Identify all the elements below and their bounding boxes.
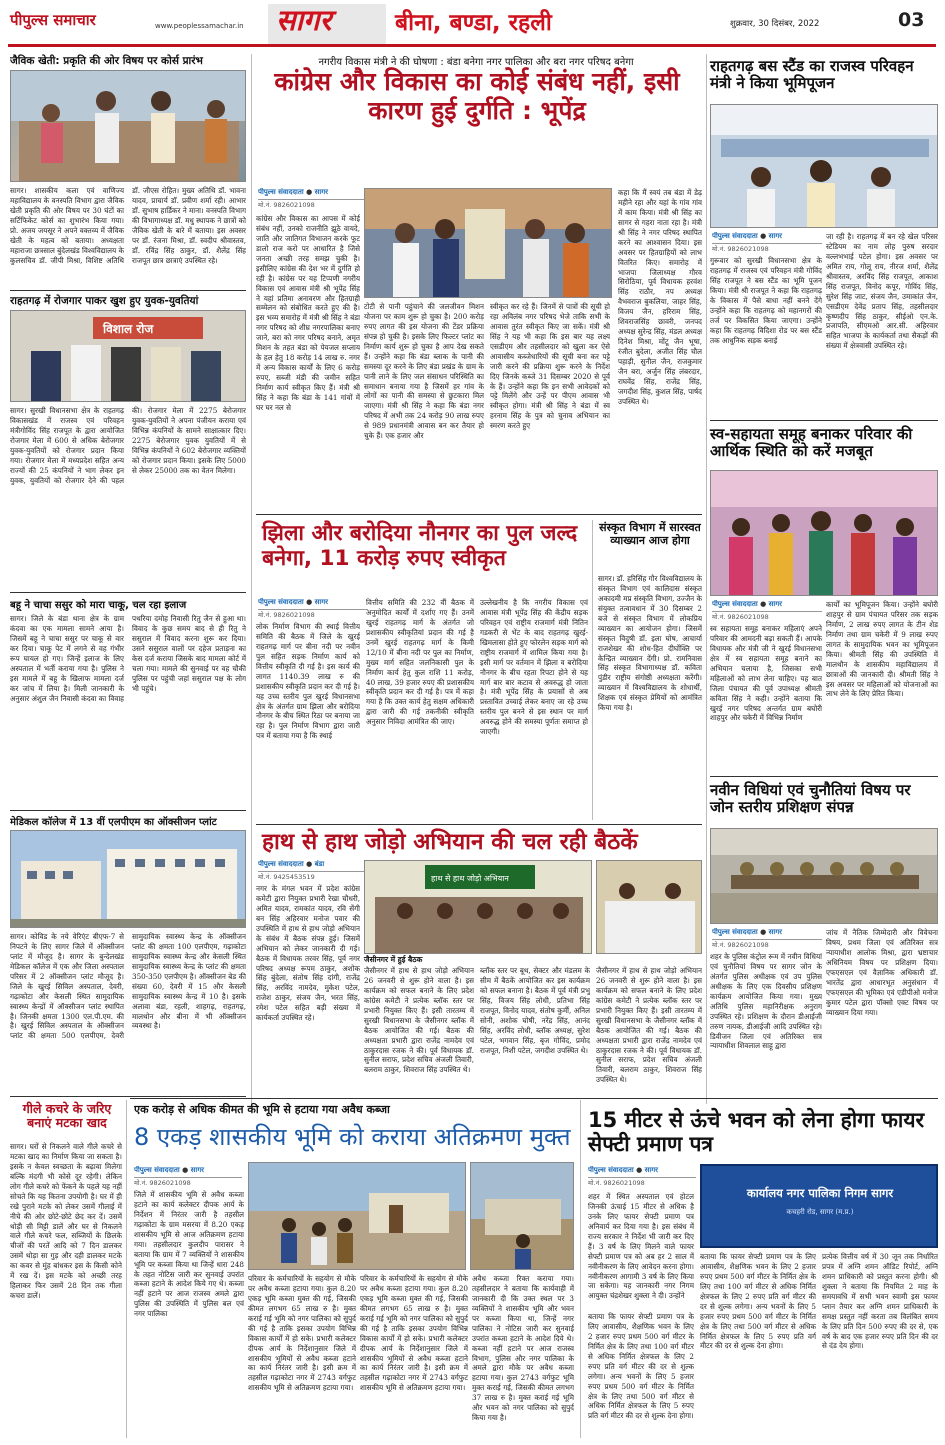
a8-headline: स्व-सहायता समूह बनाकर परिवार की आर्थिक स्थिति को करें मजबूत <box>710 425 913 461</box>
photo-illustration <box>471 1163 574 1270</box>
column-divider <box>580 1100 581 1438</box>
a14-byline: पीपुल्स संवाददाता ● सागर <box>588 1166 696 1178</box>
a12-col1: शहर के पुलिस कंट्रोल रूम में नवीन विधियां एवं चुनौतियां विषय पर सागर जोन के अंतर्गत पुलिस अधीक्षक एवं उप पुलिस अधीक्षक के लिए एक दिवसीय प्रशिक्षण कार्यक्रम आयोजित किया गया। मुख्य अतिथि पुलिस महानिरीक्षक अनुराग उपस्थित रहे। प्रशिक्षण के दौरान डीआईजी तरुण नायक, डीआईजी आदि उपस्थित रहे। डिवीजन जिला एवं अतिरिक्त सत्र न्यायाधीश शिवलाल साहू द्वारा <box>710 952 822 1051</box>
a11-photo-2 <box>596 860 702 954</box>
a11-col1: नगर के मंगल भवन में प्रदेश कांग्रेस कमेटी द्वारा नियुक्त प्रभारी रेखा चौधरी, अमित यादव, रामकांत यादव, रवि सेंगी बन सिंह अहिरवार मनोज पवार की उपस्थिति में हाथ से हाथ जोड़ो अभियान के संबंध में बैठक संपन्न हुई। जिसमें अभियान को लेकर जानकारी दी गई। बैठक में विधायक तरवर सिंह, पूर्व नगर परिषद अध्यक्ष रूपम ठाकुर, अशोक सिंह बुंदेला, संतोष सिंह दांगी, राजेंद्र सिंह, अरविंद नामदेव, मुकेश पटेल, राजेश ठाकुर, संजय जैन, भरत सिंह, रमेश पटेल सहित बड़ी संख्या में कार्यकर्ता उपस्थित रहे। <box>256 884 360 1023</box>
column-divider <box>592 520 593 820</box>
rule <box>256 824 702 825</box>
a2-banner: विशाल रोज <box>103 322 154 336</box>
photo-illustration <box>711 829 938 924</box>
a4-headline: मेडिकल कॉलेज में 13 वीं एलपीएम का ऑक्सीजन प्लांट <box>10 817 217 828</box>
paper-logo: पीपुल्स समाचार <box>10 11 96 29</box>
photo-illustration <box>11 71 246 182</box>
a9-headline: झिला और बरोदिया नौनगर का पुल जल्द बनेगा, 11 करोड़ रुपए स्वीकृत <box>262 521 578 571</box>
a6-kicker: नगरीय विकास मंत्री ने की घोषणा : बंडा बनेगा नगर पालिका और बरा नगर परिषद बनेगा <box>318 57 634 68</box>
photo-illustration <box>11 831 246 928</box>
a6-col4: कहा कि मैं स्वयं तब बंडा में डेढ़ महीने रहा और यहां के गांव गांव में काम किया। मंत्री श्री सिंह का सागर से गहरा नाता रहा है। मंत्री श्री सिंह ने नगर परिषद स्थापित करने का आश्वासन दिया। इस अवसर पर हितग्राहियों को लाभ वितरित किए। समारोह में भाजपा जिलाध्यक्ष गौरव सिरोठिया, पूर्व विधायक हरवंश सिंह राठौर, नप अध्यक्ष वैभवराज बुकलिया, जाहर सिंह, विजय जैन, हरिराम सिंह, शिवराजसिंह छावरी, जनपद अध्यक्ष सुरेन्द्र सिंह, मंडल अध्यक्ष दिनेश मिश्रा, मोंटू जैन भूषा, रंजीत बुदेला, अजीत सिंह चौल पहाड़ी, सुनील जैन, राजकुमार जैन बरा, अर्जुन सिंह लंबरदार, राघवेंद्र सिंह, राजेंद्र सिंह, जगदीश सिंह, कुशल सिंह, पार्षद उपस्थित थे। <box>618 188 702 406</box>
a4-photo <box>10 830 246 928</box>
a7-headline: राहतगढ़ बस स्टैंड का राजस्व परिवहन मंत्री ने किया भूमिपूजन <box>710 57 914 93</box>
photo-illustration <box>365 861 592 954</box>
a11-mobile: मो.नं. 9425453519 <box>258 873 315 881</box>
a11-col2: जैसीनगर में हाथ से हाथ जोड़ो अभियान 26 जनवरी से शुरू होने वाला है। इस कार्यक्रम को सफल बनाने के लिए प्रदेश कांग्रेस कमेटी ने प्रत्येक ब्लॉक स्तर पर प्रभारी नियुक्त किए हैं। इसी तारतम्य में सुरखी विधानसभा के जैसीनगर ब्लॉक में बैठक आयोजित की गई। बैठक की अध्यक्षता प्रभारी द्वारा राजेंद्र नामदेव एवं ठाकुरदास रजक ने की। पूर्व विधायक डॉ. सुनील सराफ, प्रदेश सचिव अंजली तिवारी, बलराम ठाकुर, शिवराज सिंह उपस्थित थे। <box>364 966 474 1075</box>
a11-col4: जैसीनगर में हाथ से हाथ जोड़ो अभियान 26 जनवरी से शुरू होने वाला है। इस कार्यक्रम को सफल बनाने के लिए प्रदेश कांग्रेस कमेटी ने प्रत्येक ब्लॉक स्तर पर प्रभारी नियुक्त किए हैं। इसी तारतम्य में सुरखी विधानसभा के जैसीनगर ब्लॉक में बैठक आयोजित की गई। बैठक की अध्यक्षता प्रभारी द्वारा राजेंद्र नामदेव एवं ठाकुरदास रजक ने की। पूर्व विधायक डॉ. सुनील सराफ, प्रदेश सचिव अंजली तिवारी, बलराम ठाकुर, शिवराज सिंह उपस्थित थे। <box>596 966 702 1085</box>
a6-photo <box>364 188 612 298</box>
masthead-rule <box>8 44 936 47</box>
a13-col2: परिवार के कर्मचारियों के सहयोग से मौके पर अवैध कब्जा हटाया गया। कुल 8.20 एकड़ भूमि कब्जा मुक्त की गई, जिसकी कीमत लगभग 65 लाख रु है। मुक्त कराई गई भूमि को नगर पालिका को सुपुर्द की गई है ताकि इसका उपयोग विभिन्न विकास कार्यों में हो सके। प्रभारी कलेक्टर दीपक आर्य के निर्देशानुसार जिले में शासकीय भूमियों से अवैध कब्जा हटाने का कार्य निरंतर जारी है। इसी क्रम में तहसील गढ़ाकोटा नगर में 2743 वर्गफुट शासकीय भूमि से अतिक्रमण हटाया गया। <box>248 1274 356 1393</box>
a14-col2: प्रत्येक वित्तीय वर्ष में 30 जून तक निर्धारित प्रपत्र में अग्नि शमन ऑडिट रिपोर्ट, अग्नि शमन प्राधिकारी को प्रस्तुत करना होगी। श्री शुक्ला ने बताया कि नियमित 2 माह के समयावधि में सभी भवन स्वामी इस फायर प्लान तैयार कर अग्नि शमन प्राधिकारी के समक्ष प्रस्तुत नहीं करता तब विलंबित समय के लिए प्रति दिन 500 रुपए की दर से, एक वर्ष के बाद एक हजार रुपए प्रति दिन की दर से दंड देय होगा। <box>822 1252 938 1351</box>
a8-mobile: मो.नं. 9826021098 <box>712 613 769 621</box>
edition-subtitle: बीना, बण्डा, रहली <box>395 10 552 36</box>
a13-col3: परिवार के कर्मचारियों के सहयोग से मौके पर अवैध कब्जा हटाया गया। कुल 8.20 एकड़ भूमि कब्जा मुक्त की गई, जिसकी कीमत लगभग 65 लाख रु है। मुक्त कराई गई भूमि को नगर पालिका को सुपुर्द की गई है ताकि इसका उपयोग विभिन्न विकास कार्यों में हो सके। प्रभारी कलेक्टर दीपक आर्य के निर्देशानुसार जिले में शासकीय भूमियों से अवैध कब्जा हटाने का कार्य निरंतर जारी है। इसी क्रम में तहसील गढ़ाकोटा नगर में 2743 वर्गफुट शासकीय भूमि से अतिक्रमण हटाया गया। <box>360 1274 468 1393</box>
a6-col3: स्वीकृत कर रहे हैं। जिनमें से पात्रों की सूची हो रहा अविलंब नगर परिषद भेजे ताकि सभी के आवास तुरंत स्वीकृत किए जा सकें। मंत्री श्री सिंह ने यह भी कहा कि इस बार यह लक्ष्य एसडीएम और तहसीलदार को खुला कर ऐसे आवासीय कब्जेधारियों की सूची बना कर पट्टे जारी करने की प्रक्रिया शुरू करने के निर्देश दिए जिनके कब्जे 31 दिसम्बर 2020 से पूर्व के हैं। उन्होंने कहा कि इन सभी आवेदकों को पट्टे मिलेंगे और उन्हें पर पीएम आवास भी स्वीकृत होगा। मंत्री श्री सिंह ने बंडा में स्व हरनाम सिंह के पुत्र को चुनाव अभियान का स्मरण करते हुए <box>490 302 610 431</box>
photo-illustration <box>597 861 702 954</box>
a6-col2: टोटी से पानी पहुंचाने की जलजीवन मिशन योजना पर काम शुरू हो चुका है। 200 करोड़ रुपए लागत की इस योजना की टेंडर प्रक्रिया संपन्न हो चुकी है। इसके लिए फिल्टर प्लांट का निर्माण कार्य शुरू हो चुका है आप देख सकते हैं। उन्होंने कहा कि बंडा ब्लाक के पानी की समस्या दूर करने के लिए बंडा प्रखंड के ग्राम के पानी लाने के लिए जल संसाधन परिस्थिति का समाधान बनाया गया है जिसमें हर गांव के लोगों का पानी की समस्या से छुटकारा मिल जाएगा। मंत्री श्री सिंह ने कहा कि बंडा नगर परिषद में अभी तक 24 करोड़ 90 लाख रुपए से 989 प्रधानमंत्री आवास बन कर तैयार हो चुके हैं। एक हजार और <box>364 302 484 441</box>
a12-col2: जांच में नैतिक जिम्मेदारी और विवेचना विषय, प्रथम जिला एवं अतिरिक्त सत्र न्यायाधीश आलोक मिश्रा, द्वारा भ्रष्टाचार अधिनियम विषय पर प्रशिक्षण दिया। एफएसएल एवं वैज्ञानिक अधिकारी डॉ. भारतेंद्र द्वारा आधारभूत अनुसंधान में एफएसएल की भूमिका एवं एडीपीओ मनोज कुमार पटेल द्वारा पॉक्सो एक्ट विषय पर व्याख्यान दिया गया। <box>826 928 938 1017</box>
a9-mobile: मो.नं. 9826021098 <box>258 611 315 619</box>
a12-headline: नवीन विधियां एवं चुनौतियां विषय पर जोन स्तरीय प्रशिक्षण संपन्न <box>710 781 911 817</box>
photo-illustration <box>365 189 612 298</box>
a5-headline: गीले कचरे के जरिए बनाएं मटका खाद <box>22 1101 112 1131</box>
page-number: 03 <box>898 9 925 31</box>
photo-illustration <box>711 105 938 228</box>
a9-col2: वित्तीय समिति की 232 वीं बैठक में अनुमोदित कार्यों में दर्शाए गए हैं। उनमें खुरई राहतगढ़ मार्ग के अंतर्गत जो प्रशासकीय स्वीकृतियां प्रदान की गई है उनमें खुरई राहतगढ़ मार्ग के किमी 12/10 में बीना नदी पर पुल का निर्माण, मुख्य मार्ग सहित जलनिकासी पुल के निर्माण कार्य हेतु कुल राशि 11 करोड़, 40 लाख, 39 हजार रुपए की प्रशासकीय स्वीकृति प्रदान कर दी गई है। पत्र में कहा गया है कि उक्त कार्य हेतु सक्षम अधिकारी द्वारा जारी की गई तकनीकी स्वीकृति अनुसार निविदा आमंत्रित की जाए। <box>366 598 474 727</box>
a13-col1: जिले में शासकीय भूमि से अवैध कब्जा हटाने का कार्य कलेक्टर दीपक आर्य के निर्देशन में निरंतर जारी है तहसील गढ़ाकोटा के ग्राम मसरया में 8.20 एकड़ शासकीय भूमि से आज अतिक्रमण हटाया गया। तहसीलदार कुलदीप पारासर ने बताया कि ग्राम में 7 व्यक्तियों ने शासकीय भूमि पर कब्जा किया था जिन्हें धारा 248 के तहत नोटिस जारी कर सुनवाई उपरांत कब्जा हटाने के आदेश किये गए थे। कब्जा नहीं हटाने पर आज राजस्व अमले द्वारा पुलिस की उपस्थिति में पुलिस बल एवं नगर पालिका <box>134 1190 244 1319</box>
column-divider <box>126 1100 127 1438</box>
column-divider <box>251 54 252 1104</box>
a13-col4: अवैध कब्जा रिक्त कराया गया। तहसीलदार ने बताया कि कार्यवाही में जानकारी दी कि उक्त स्थल पर 3 व्यक्तियों ने शासकीय भूमि और भवन पर कब्जा किया था, जिन्हें नगर पालिका ने नोटिस जारी कर सुनवाई उपरांत कब्जा हटाने के आदेश दिये थे। कब्जा नहीं हटाने पर आज राजस्व विभाग, पुलिस और नगर पालिका के अमले द्वारा मौके पर अवैध कब्जा हटाया गया। कुल 2743 वर्गफुट भूमि मुक्त कराई गई, जिसकी कीमत लगभग 37 लाख रु है। मुक्त कराई गई भूमि और भवन को नगर पालिका को सुपुर्द किया गया है। <box>472 1274 574 1423</box>
a9-byline: पीपुल्स संवाददाता ● सागर <box>258 598 368 610</box>
a1-headline: जैविक खेती: प्रकृति की ओर विषय पर कोर्स प्रारंभ <box>10 55 203 67</box>
a1-photo <box>10 70 246 182</box>
a6-mobile: मो.नं. 9826021098 <box>258 201 315 209</box>
a9-col3: उल्लेखनीय है कि नगरीय विकास एवं आवास मंत्री भूपेंद्र सिंह की केंद्रीय सड़क परिवहन एवं राष्ट्रीय राजमार्ग मंत्री नितिन गडकरी से भेंट के बाद राहतगढ़ खुरई-खिमलासा होते हुए फोरलेन सड़क मार्ग को राष्ट्रीय राजमार्ग में शामिल किया गया है। इसी मार्ग पर वर्तमान में झिला व बरोदिया नौनगर के बीच रहता रिपटा होने से यह मार्ग बार बार कटाव से अवरुद्ध हो जाता है। मंत्री भूपेंद्र सिंह के प्रयासों से अब प्रस्तावित उच्चाई लेकर बनाए जा रहे उच्च स्तरीय पुल बनने से इस स्थान पर मार्ग अवरुद्ध होने की समस्या पूर्णतः समाप्त हो जाएगी। <box>480 598 588 737</box>
a14-sign-sub: कचहरी रोड, सागर (म.प्र.) <box>786 1208 854 1216</box>
rule <box>130 1098 938 1099</box>
a11-photo <box>364 860 592 954</box>
a14-headline: 15 मीटर से ऊंचे भवन को लेना होगा फायर सेफ्टी प्रमाण पत्र <box>588 1108 925 1157</box>
a14-sign-text: कार्यालय नगर पालिका निगम सागर <box>746 1186 894 1200</box>
a12-byline: पीपुल्स संवाददाता ● सागर <box>712 928 822 940</box>
a13-headline: 8 एकड़ शासकीय भूमि को कराया अतिक्रमण मुक्त <box>134 1123 571 1151</box>
a4-body: सागर। कोविड के नये वेरिएंट बीएफ-7 से निपटने के लिए सागर जिले में ऑक्सीजन प्लांट में मौजूद है। सागर के बुन्देलखंड मेडिकल कॉलेज में एक और जिला अस्पताल परिसर में 2 ऑक्सीजन प्लांट मौजूद है। जिले के खुरई सिविल अस्पताल, देवरी, गढ़ाकोटा और केसली स्थित सामुदायिक स्वास्थ्य केन्द्रों में ऑक्सीजन प्लांट स्थापित है। जिनकी क्षमता 1300 एल.पी.एम. की है। खुरई सिविल अस्पताल के ऑक्सीजन प्लांट की क्षमता 500 एलपीएम, देवरी सामुदायिक स्वास्थ्य केन्द्र के ऑक्सीजन प्लांट की क्षमता 100 एलपीएम, गढ़ाकोटा सामुदायिक स्वास्थ्य केन्द्र और केसली स्थित सामुदायिक स्वास्थ्य केन्द्र के प्लांट की क्षमता 350-350 एलपीएम है। ऑक्सीजन बेड की संख्या 60, देवरी में 15 और केसली सामुदायिक स्वास्थ्य केन्द्र में 10 है। इसके अलावा बंडा, रहली, शाहगढ़, राहतगढ़, मालथोन और बीना में भी ऑक्सीजन व्यवस्था है। <box>10 932 246 1041</box>
a11-banner: हाथ से हाथ जोड़ो अभियान <box>431 874 509 883</box>
a12-photo <box>710 828 938 924</box>
a14-mobile: मो.नं. 9826021098 <box>588 1179 645 1187</box>
a11-col3: ब्लॉक स्तर पर बूथ, सेक्टर और मंडलम के सीम में बैठकें आयोजित कर इस कार्यक्रम को सफल बनाना है। बैठक में पूर्व मंत्री प्रभु सिंह, विजय सिंह लोधी, प्रतिभा सिंह राजपूत, विनोद यादव, संतोष कुर्मी, अनिल सोनी, अशोक घोषी, नरेंद्र सिंह, आनंद सिंह, अरविंद लोधी, ब्लॉक अध्यक्ष, सुरेश पटेल, भगवान सिंह, बृज गोविंद, प्रमोद राजपूत, निशी पटेल, जगदीश उपस्थित थे। <box>480 966 590 1055</box>
a13-mobile: मो.नं. 9826021098 <box>134 1179 191 1187</box>
issue-date: शुक्रवार, 30 दिसंबर, 2022 <box>730 19 820 29</box>
a8-col2: कार्यों का भूमिपूजन किया। उन्होंने बघोरी शाहपुर से ग्राम पंचायत परिसर तक सड़क निर्माण, 2 लाख रुपए लागत के टीन शेड निर्माण तथा ग्राम चकेरी में 9 लाख रुपए लागत के सामुदायिक भवन का भूमिपूजन किया। श्रीमती सिंह की उपस्थिति में मालथौन के शासकीय महाविद्यालय में छात्राओं की जानकारी दी। श्रीमती सिंह ने इस अवसर पर महिलाओं को योजनाओं का लाभ लेने के लिए प्रेरित किया। <box>826 600 938 699</box>
a7-col2: जा रही है। राहतगढ़ में बन रहे खेल परिसर स्टेडियम का नाम लोह पुरुष सरदार वल्लभभाई पटेल होगा। इस अवसर पर अमित राय, गोलू राय, नीरज शर्मा, शैलेंद्र श्रीवास्तव, अरविंद सिंह राजपूत, आकाश सिंह राजपूत, विनोद कपूर, गोविंद सिंह, सुरेश सिंह जाट, संजय जैन, उमाकांत जैन, एसडीएम देवेंद्र प्रताप सिंह, तहसीलदार कृष्णदीप सिंह ठाकुर, सीईओ एन.के. प्रजापति, सीएमओ आर.सी. अहिरवार सहित भाजपा के कार्यकर्ता तथा सैकड़ों की संख्या में क्षेत्रवासी उपस्थित रहे। <box>826 232 938 351</box>
a7-byline: पीपुल्स संवाददाता ● सागर <box>712 232 822 244</box>
a7-photo <box>710 104 938 228</box>
photo-illustration <box>711 471 938 596</box>
a8-col1: स्व सहायता समूह बनाकर महिलाएं अपने परिवार की आमदनी बढ़ा सकती हैं। आपके विधायक और मंत्री जी ने खुरई विधानसभा क्षेत्र में स्व सहायता समूह बनाने का अभियान चलाया है, जिसका सभी महिलाओं को लाभ लेना चाहिए। यह बात जिला पंचायत की पूर्व उपाध्यक्ष श्रीमती कविता सिंह ने कही। उन्होंने बताया कि खुरई नगर परिषद अन्तर्गत ग्राम बघोरी शाहपुर और चकेरी में विभिन्न निर्माण <box>710 624 822 723</box>
a2-photo <box>10 310 246 402</box>
a8-byline: पीपुल्स संवाददाता ● सागर <box>712 600 822 612</box>
rule <box>10 592 246 593</box>
a1-body: सागर। शासकीय कला एवं वाणिज्य महाविद्यालय के वनस्पति विभाग द्वारा जैविक खेती प्रकृति की ओर विषय पर 30 घंटों का सर्टिफिकेट कोर्स का शुभारंभ किया गया। प्रो. अजय जयसूर ने अपने वक्तव्य में जैविक खेती के महत्व को बताया। अध्यक्षता महाराजा छत्रसाल बुंदेलखंड विश्वविद्यालय के कुलसचिव डॉ. जीपी मिश्रा, विशिष्ट अतिथि डॉ. जीएस रोहित। मुख्य अतिथि डॉ. भावना यादव, प्राचार्य डॉ. प्रवीण शर्मा रही। आभार डॉ. सुभाष हार्डिकर ने माना। वनस्पति विभाग की विभागाध्यक्ष डॉ. मधु स्थापक ने छात्रों को जैविक खेती के बारे में बताया। इस अवसर पर डॉ. रंजना मिश्रा, डॉ. स्वदीप श्रीवास्तव, डॉ. रविंद्र सिंह ठाकुर, डॉ. शैलेंद्र सिंह राजपूत छात्र छात्राएं उपस्थित रहे। <box>10 186 246 265</box>
a13-photo-2 <box>470 1162 574 1270</box>
a8-photo <box>710 470 938 596</box>
a10-body: सागर। डॉ. हरिसिंह गौर विश्वविद्यालय के संस्कृत विभाग एवं कालिदास संस्कृत अकादमी मप्र संस्कृति विभाग, उज्जैन के संयुक्त तत्वावधान में 30 दिसम्बर 2 बजे से संस्कृत विभाग में लोकप्रिय व्याख्यान का आयोजन होगा। जिसमें संस्कृत विदुषी डॉ. इला घोष, आचार्या राजशेखर की शोध-हित दीर्घोक्ति पर केन्द्रित व्याख्यान देंगी। प्रो. रामनिवास सिंह संस्कृत विभागाध्यक्ष डॉ. कविता पुंडीर राष्ट्रीय संगोष्ठी अध्यक्षता करेंगी। व्याख्यान में विश्वविद्यालय के शोधार्थी, शिक्षक एवं संस्कृत प्रेमियों को आमंत्रित किया गया है। <box>598 574 702 713</box>
a10-headline: संस्कृत विभाग में सारस्वत व्याख्यान आज होगा <box>599 521 701 547</box>
a14-intro: शहर में स्थित अस्पताल एवं होटल जिनकी ऊंचाई 15 मीटर से अधिक है उनके लिए फायर सेफ्टी प्रमाण पत्र अनिवार्य कर दिया गया है। इस संबंध में राज्य सरकार ने निर्देश भी जारी कर दिए हैं। 3 वर्ष के लिए मिलने वाले फायर सेफ्टी प्रमाण पत्र को अब हर 2 साल में नवीनीकरण के लिए आवेदन करना होगा। नवीनीकरण आगामी 3 वर्ष के लिए किया जा सकेगा। यह जानकारी नगर निगम आयुक्त चंद्रशेखर शुक्ला ने दी। उन्होंने <box>588 1192 694 1301</box>
masthead <box>0 0 945 48</box>
rule <box>710 420 938 421</box>
a7-mobile: मो.नं. 9826021098 <box>712 245 769 253</box>
a14-col0: बताया कि फायर सेफ्टी प्रमाण पत्र के लिए आवासीय, शैक्षणिक भवन के लिए 2 हजार रुपए प्रथम 500 वर्ग मीटर के निर्मित क्षेत्र के लिए तथा 100 वर्ग मीटर से अधिक निर्मित क्षेत्रफल के लिए 2 रुपए प्रति वर्ग मीटर की दर से शुल्क लगेगा। अन्य भवनों के लिए 5 हजार रुपए प्रथम 500 वर्ग मीटर के निर्मित क्षेत्र के लिए तथा 500 वर्ग मीटर से अधिक निर्मित क्षेत्रफल के लिए 5 रुपए प्रति वर्ग मीटर की दर से शुल्क देना होगा। <box>588 1312 694 1421</box>
photo-illustration <box>249 1163 466 1270</box>
rule <box>10 810 246 811</box>
a13-photo <box>248 1162 466 1270</box>
a6-byline: पीपुल्स संवाददाता ● सागर <box>258 188 368 200</box>
a2-body: सागर। सुरखी विधानसभा क्षेत्र के राहतगढ़ विकासखंड में राजस्व एवं परिवहन मंत्रीगोविंद सिंह राजपूत के द्वारा आयोजित रोजगार मेला में 600 से अधिक बेरोजगार युवक-युवतियों को रोजगार प्रदान किया गया। रोजगार मेला में मध्यप्रदेश सहित अन्य राज्यों की 25 कंपनियों ने भाग लेकर इन युवक, युवतियों को रोजगार देने की पहल की। रोजगार मेला में 2275 बेरोजगार युवक-युवतियों ने अपना पंजीयन कराया एवं विभिन्न कंपनियों के सामने साक्षात्कार दिए। 2275 बेरोजगार युवक युवतियों में से विभिन्न कंपनियों ने 602 बेरोजगार व्यक्तियों को रोजगार प्रदान किया। इसके लिए 5000 से लेकर 25000 तक का वेतन मिलेगा। <box>10 406 246 485</box>
a3-body: सागर। जिले के बंडा थाना क्षेत्र के ग्राम कंदवा का एक मामला सामने आया है। जिसमें बहू ने चाचा ससुर पर चाकू से वार कर दिया। चाकू पेट में लगने से वह गंभीर रूप घायल हो गए। जिन्हें इलाज के लिए अस्पताल में भर्ती कराया गया है। पुलिस ने इस मामले में बहू के खिलाफ मामला दर्ज कर जांच में लिया है। मिली जानकारी के अनुसार अंशुल जैन निवासी कंदवा का विवाह पथरिया दमोह निवासी रितु जैन से हुआ था। विवाद के कुछ समय बाद से ही रितु ने ससुराल में विवाद करना शुरू कर दिया। उसने ससुराल वालों पर दहेज प्रताड़ना का केस दर्ज कराया जिसके बाद मामला कोर्ट में चला गया। मामले की सुनवाई पर वह चौकी पुलिस पर पहुंची जहां ससुराल पक्ष के लोग भी पहुंचे। <box>10 614 246 703</box>
a12-mobile: मो.नं. 9826021098 <box>712 941 769 949</box>
city-name: सागर <box>276 3 332 37</box>
a6-col1: कांग्रेस और विकास का आपस में कोई संबंध नहीं, उनको राजनीति झूठे वायदे, जाति और जातिगत विभाजन करके फूट डालो राज करो पर आधारित है जिसे जनता अच्छी तरह समझ चुकी है। इसीलिए कांग्रेस की देश भर में दुर्गति हो रही है। कांग्रेस पर यह टिप्पणी नगरीय विकास एवं आवास मंत्री श्री भूपेंद्र सिंह ने यहां प्रतिमा अनावरण और हितग्राही सम्मेलन को संबोधित करते हुए की है। इस भव्य समारोह में मंत्री श्री सिंह ने बंडा नगर परिषद को शीघ्र नगरपालिका बनाए जाने, बरा को नगर परिषद बनाने, अमृत मिशन के तहत बंडा को पेयजल सप्लाय के हल हेतु 18 करोड़ 14 लाख रु. नगर में अन्य विकास कार्यों के लिए 6 करोड़ रुपए, सब्जी मंडी की जमीन सहित निर्माण कार्य स्वीकृत किए हैं। मंत्री श्री सिंह ने कहा कि बंडा के 141 गांवों में घर घर नल से <box>256 214 360 412</box>
paper-url[interactable]: www.peoplessamachar.in <box>155 22 244 30</box>
rule <box>710 776 938 777</box>
a3-headline: बहू ने चाचा ससुर को मारा चाकू, चल रहा इलाज <box>10 600 187 611</box>
a11-byline: पीपुल्स संवाददाता ● बंडा <box>258 860 368 872</box>
column-divider <box>706 54 707 1104</box>
a6-headline: कांग्रेस और विकास का कोई संबंध नहीं, इसी कारण हुई दुर्गति : भूपेंद्र <box>274 67 680 125</box>
a14-sign <box>700 1164 938 1248</box>
rule <box>10 290 246 291</box>
a11-headline: हाथ से हाथ जोड़ो अभियान की चल रही बैठकें <box>262 829 638 855</box>
a7-col1: गुरूवार को सुरखी विधानसभा क्षेत्र के राहतगढ़ में राजस्व एवं परिवहन मंत्री गोविंद सिंह राजपूत ने बस स्टैंड का भूमि पूजन किया। मंत्री श्री राजपूत ने कहा कि राहतगढ़ के विकास में पैसे बाधा नहीं बनने देंगे उन्होंने कहा कि राहतगढ़ को महानगरों की तर्ज पर विकसित किया जाएगा। उन्होंने कहा कि राहतगढ़ विदिशा रोड पर बस स्टैंड तक आधुनिक सड़क बनाई <box>710 256 822 345</box>
a9-col1: लोक निर्माण विभाग की स्थाई वित्तीय समिति की बैठक में जिले के खुरई राहतगढ़ मार्ग पर बीना नदी पर नवीन पुल सहित सड़क निर्माण कार्य को वित्तीय स्वीकृति दी गई है। इस कार्य की लागत 1140.39 लाख रु की प्रशासकीय स्वीकृति प्रदान कर दी गई है। यह उच्च स्तरीय पुल खुरई विधानसभा क्षेत्र के अंतर्गत ग्राम झिला और बरोदिया नौनगर के बीच स्थित रिठा पर बनाया जा रहा है। पुल निर्माण विभाग द्वारा जारी पत्र में बताया गया है कि स्थाई <box>256 622 360 741</box>
a13-byline: पीपुल्स संवाददाता ● सागर <box>134 1166 242 1178</box>
a11-caption: जैसीनगर में हुई बैठक <box>364 955 423 964</box>
rule <box>256 514 702 515</box>
a14-col1: बताया कि फायर सेफ्टी प्रमाण पत्र के लिए आवासीय, शैक्षणिक भवन के लिए 2 हजार रुपए प्रथम 500 वर्ग मीटर के निर्मित क्षेत्र के लिए तथा 100 वर्ग मीटर से अधिक निर्मित क्षेत्रफल के लिए 2 रुपए प्रति वर्ग मीटर की दर से शुल्क लगेगा। अन्य भवनों के लिए 5 हजार रुपए प्रथम 500 वर्ग मीटर के निर्मित क्षेत्र के लिए तथा 500 वर्ग मीटर से अधिक निर्मित क्षेत्रफल के लिए 5 रुपए प्रति वर्ग मीटर की दर से शुल्क देना होगा। <box>700 1252 816 1351</box>
photo-illustration <box>11 311 246 402</box>
rule <box>10 1096 246 1097</box>
a5-body: सागर। घरों से निकलने वाले गीले कचरे से मटका खाद का निर्माण किया जा सकता है। इसके न केवल स्वच्छता के बढ़ावा मिलेगा बल्कि मंदगी भी कोसे दूर रहेगी। लेकिन लोग गीले कचरे को फेंकने के पहले यह नहीं सोचते कि यह कितना उपयोगी है। घर में ही रखे पुराने मटके को लेकर उसमें गीलाई में नीचे की ओर छोटे-छोटे छेद कर दें। उसमें थोड़ी सी मिट्टी डालें और घर से निकलने वाले गीले कचरे फल, सब्जियों के छिलके चीजों की परतें आदि को 7 दिन डालकर उसमें थोड़ा सा गुड़ और दही डालकर मटके का कवर से मुंह बांधकर इस के किसी कोने में रख दें। इस मटके को अच्छी तरह हिलाकर फिर उसमें 28 दिन तक गीला कचरा डालें। <box>10 1142 122 1301</box>
a2-headline: राहतगढ़ में रोजगार पाकर खुश हुए युवक-युवतियां <box>10 295 199 307</box>
a13-kicker: एक करोड़ से अधिक कीमत की भूमि से हटाया गया अवैध कब्जा <box>134 1103 390 1116</box>
